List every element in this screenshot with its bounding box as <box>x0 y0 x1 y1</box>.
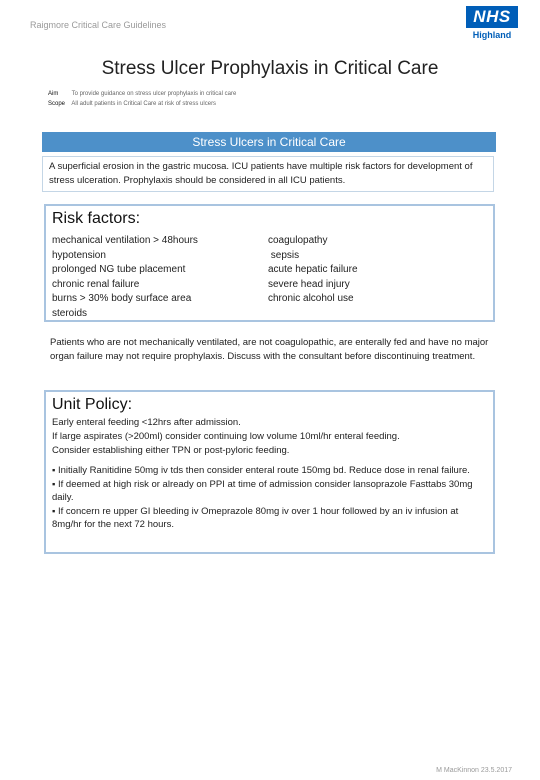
risk-factor-item: severe head injury <box>268 278 350 290</box>
aim-text: To provide guidance on stress ulcer prophylaxis in critical care <box>71 91 237 97</box>
policy-bullet: ▪ If deemed at high risk or already on PPI at time of admission consider lansoprazole Fasttabs 30mg daily. <box>52 478 473 503</box>
scope-text: All adult patients in Critical Care at risk of stress ulcers <box>71 101 217 107</box>
risk-factor-item: chronic alcohol use <box>268 293 354 304</box>
aim-label: Aim <box>48 91 59 97</box>
risk-factors-title: Risk factors: <box>52 210 141 227</box>
policy-line: If large aspirates (>200ml) consider continuing low volume 10ml/hr enteral feeding. <box>52 431 400 442</box>
risk-factors-left-list <box>52 234 198 321</box>
risk-factor-item: mechanical ventilation > 48hours <box>52 235 198 246</box>
section-banner: Stress Ulcers in Critical Care <box>42 132 496 152</box>
nhs-region-label: Highland <box>472 30 512 40</box>
unit-policy-box <box>44 390 495 554</box>
footer-author-date: M MacKinnon 23.5.2017 <box>436 767 512 774</box>
risk-factors-box <box>44 204 495 322</box>
policy-bullet: ▪ Initially Ranitidine 50mg iv tds then consider enteral route 150mg bd. Reduce dose in renal failure. <box>52 465 470 476</box>
risk-factor-item: sepsis <box>268 249 300 261</box>
intro-box: A superficial erosion in the gastric mucosa. ICU patients have multiple risk factors for development of stress ulceration. Prophylaxis should be considered in all ICU patients. <box>42 156 494 192</box>
risk-factors-right-list <box>268 234 358 307</box>
scope-label: Scope <box>48 101 66 107</box>
nhs-highland-logo <box>466 6 518 40</box>
nhs-logo-mark: NHS <box>466 6 518 28</box>
risk-factor-item: chronic renal failure <box>52 278 140 290</box>
policy-line: Early enteral feeding <12hrs after admission. <box>52 417 241 428</box>
policy-line: Consider establishing either TPN or post-pyloric feeding. <box>52 445 290 456</box>
page-title: Stress Ulcer Prophylaxis in Critical Care <box>101 58 439 79</box>
unit-policy-title: Unit Policy: <box>52 396 133 413</box>
risk-factor-item: acute hepatic failure <box>268 264 358 275</box>
risk-factor-item: hypotension <box>52 249 106 261</box>
aim-row <box>48 89 236 99</box>
scope-row <box>48 99 236 109</box>
risk-factor-item: coagulopathy <box>268 235 328 246</box>
risk-factor-item: prolonged NG tube placement <box>52 264 186 275</box>
document-header-title: Raigmore Critical Care Guidelines <box>30 20 167 30</box>
prophylaxis-note: Patients who are not mechanically ventilated, are not coagulopathic, are enterally fed and have no major organ failure may not require prophylaxis. Discuss with the consultant before discontinuing treatment. <box>50 337 489 362</box>
aim-scope-block <box>48 89 236 109</box>
policy-bullet: ▪ If concern re upper GI bleeding iv Omeprazole 80mg iv over 1 hour followed by an iv infusion at 8mg/hr for the next 72 hours. <box>52 505 459 530</box>
risk-factor-item: burns > 30% body surface area <box>52 293 192 304</box>
risk-factor-item: steroids <box>52 307 88 319</box>
